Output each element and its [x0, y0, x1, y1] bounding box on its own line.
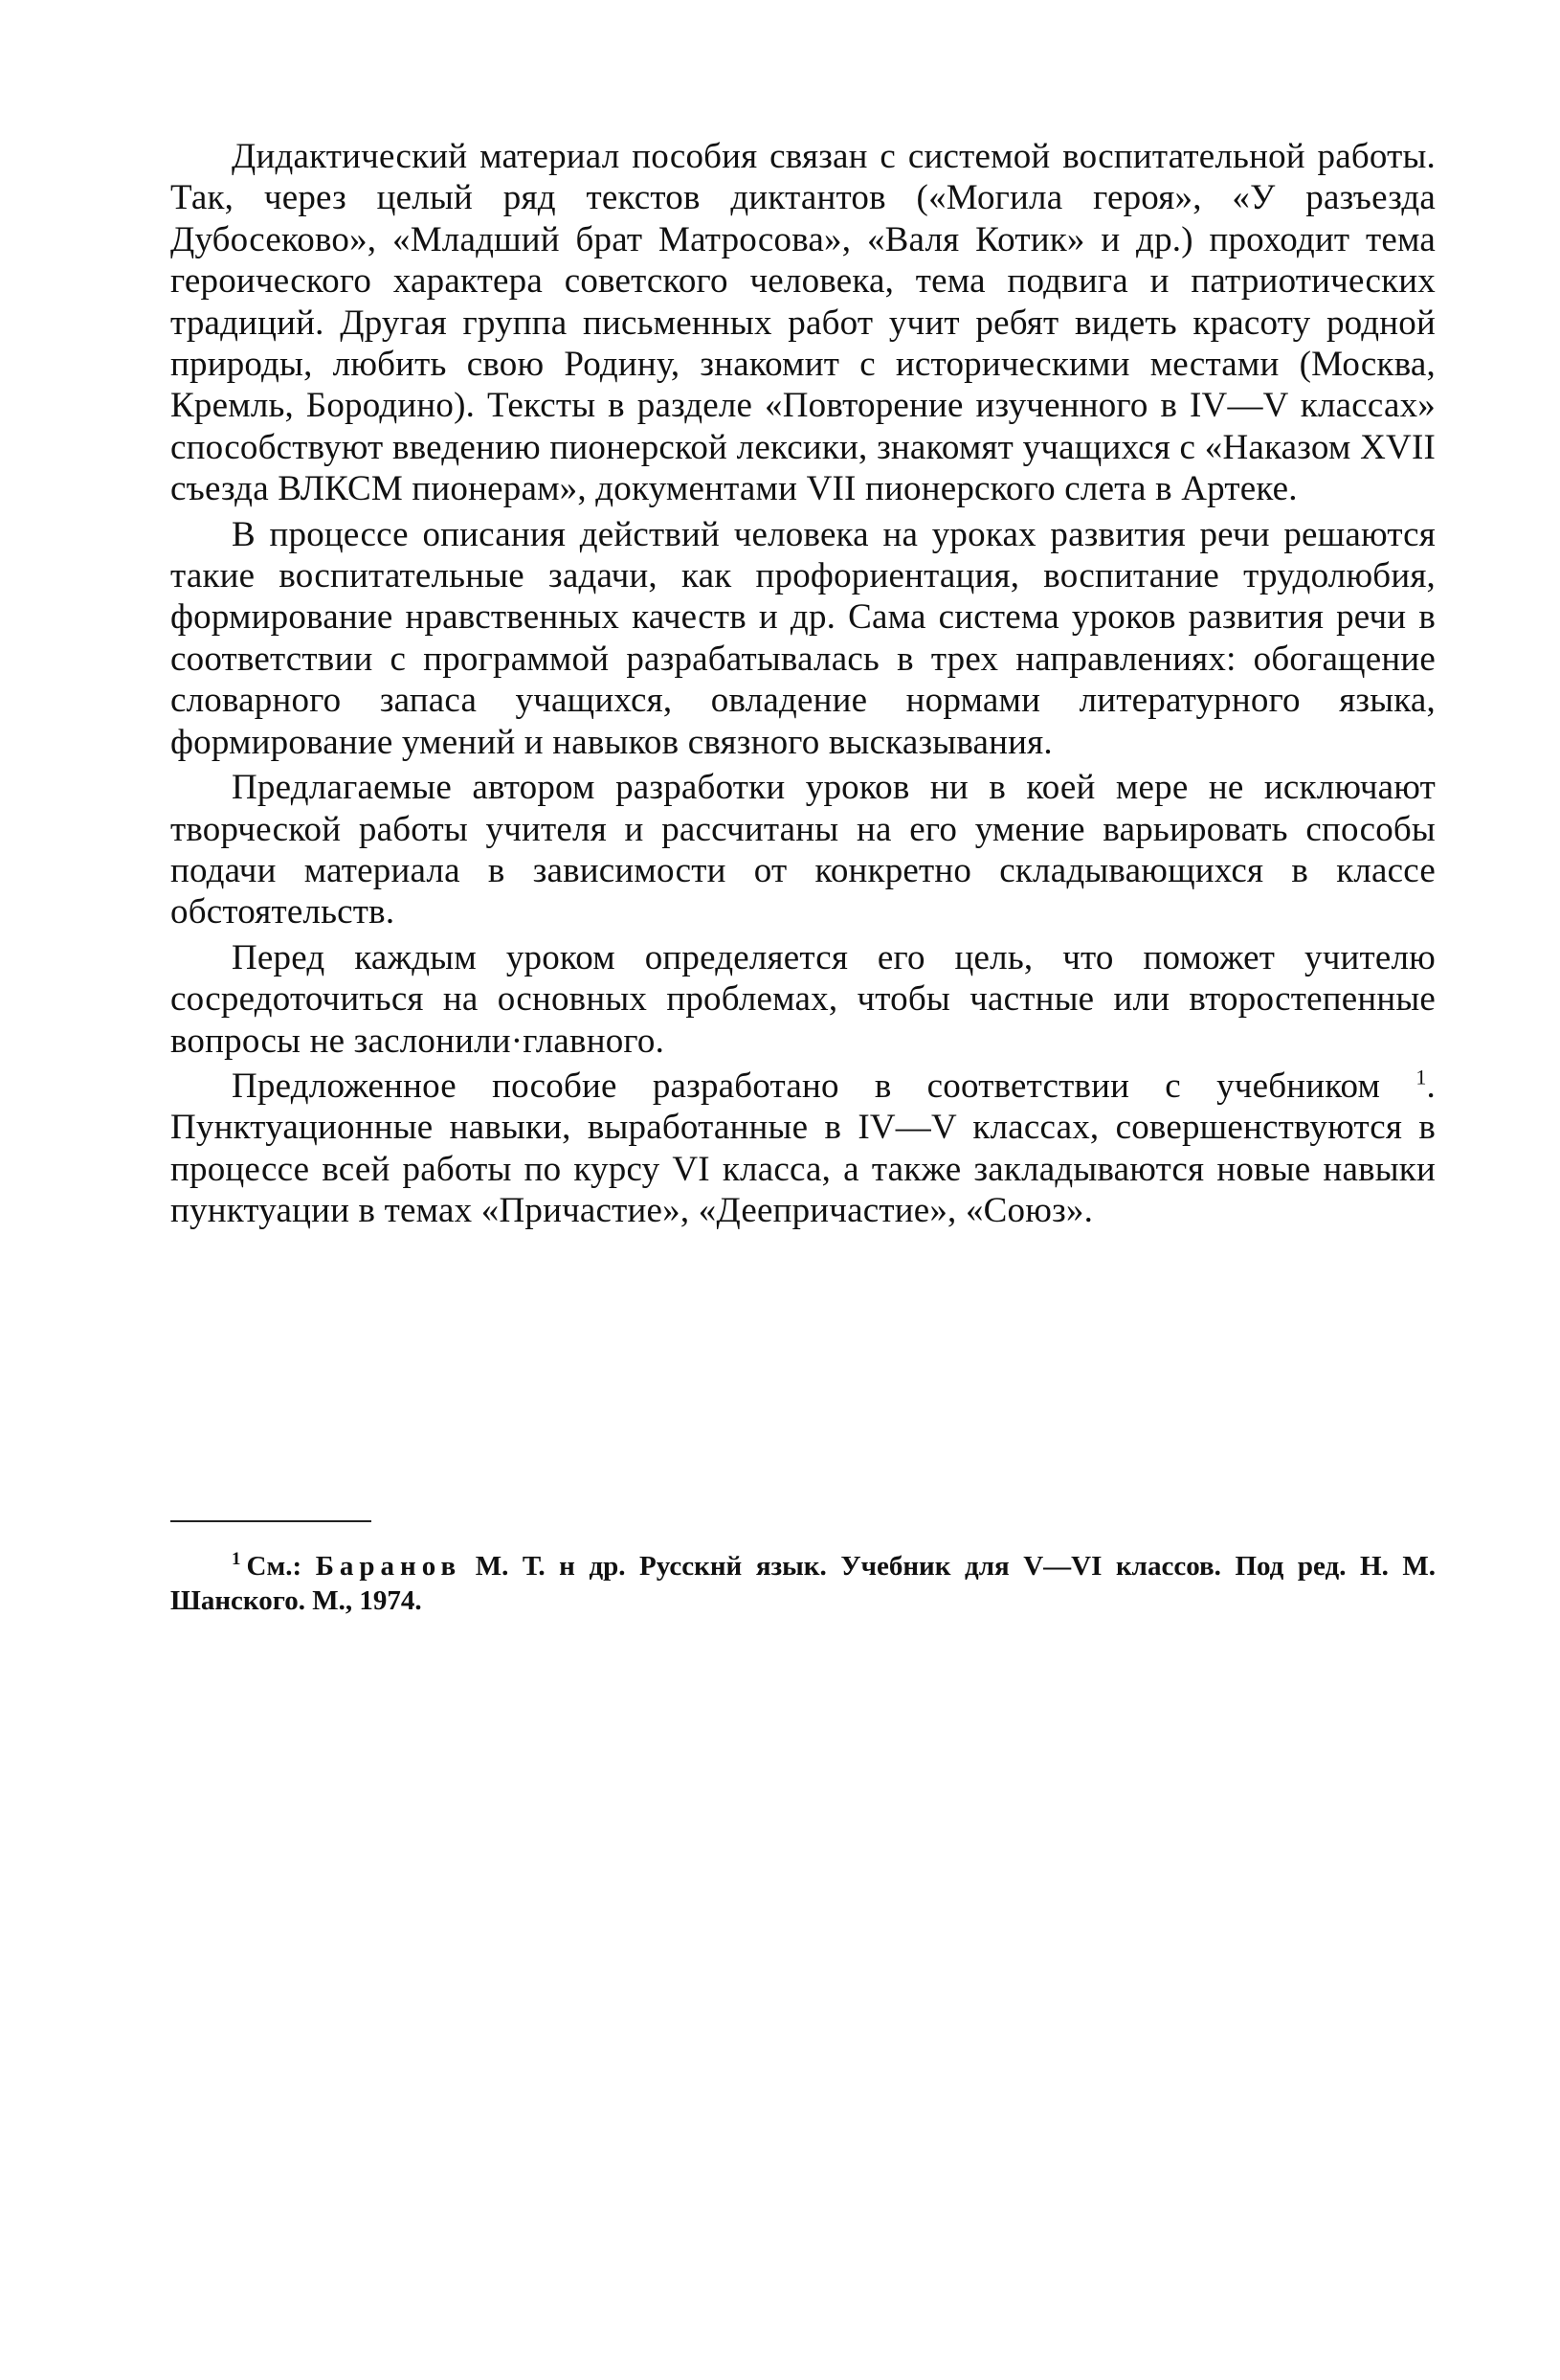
paragraph-3: Предлагаемые автором разработки уроков ни в коей мере не исключают творческой работы учителя и рассчитаны на его умение варьировать способы подачи материала в зависимости от конкретно складывающихся в классе обстоятельств.	[170, 768, 1436, 932]
footnote-divider	[170, 1520, 371, 1522]
main-text	[170, 136, 1436, 1232]
paragraph-5-text-start: Предложенное пособие разработано в соответствии с учебником	[232, 1066, 1381, 1106]
footnote-citation: М. Т. н др. Русскнй язык. Учебник для V—VI классов. Под ред. Н. М. Шанского. М., 1974.	[170, 1551, 1437, 1616]
paragraph-1: Дидактический материал пособия связан с системой воспитательной работы. Так, через целый ряд текстов диктантов («Могила героя», «У разъезда Дубосеково», «Младший брат Матросова», «Валя Котик» и др.) проходит тема героического характера советского человека, тема подвига и патриотических традиций. Другая группа письменных работ учит ребят видеть красоту родной природы, любить свою Родину, знакомит с историческими местами (Москва, Кремль, Бородино). Тексты в разделе «Повторение изученного в IV—V классах» способствуют введению пионерской лексики, знакомят учащихся с «Наказом XVII съезда ВЛКСМ пионерам», документами VII пионерского слета в Артеке.	[170, 137, 1436, 509]
footnote-author: Баранов	[315, 1551, 462, 1582]
paragraph-2: В процессе описания действий человека на уроках развития речи решаются такие воспитательные задачи, как профориентация, воспитание трудолюбия, формирование нравственных качеств и др. Сама система уроков развития речи в соответствии с программой разрабатывалась в трех направлениях: обогащение словарного запаса учащихся, овладение нормами литературного языка, формирование умений и навыков связного высказывания.	[170, 514, 1436, 762]
paragraph-5-text-end: . Пунктуационные навыки, выработанные в IV—V классах, совершенствуются в процессе всей работы по курсу VI класса, а также закладываются новые навыки пунктуации в темах «Причастие», «Деепричастие», «Союз».	[170, 1066, 1436, 1231]
paragraph-5	[170, 1066, 1436, 1232]
paragraph-4: Перед каждым уроком определяется его цель, что поможет учителю сосредоточиться на основных проблемах, чтобы частные или второстепенные вопросы не заслонили·главного.	[170, 937, 1436, 1061]
footnote-reference: 1	[1415, 1065, 1427, 1089]
footnote	[170, 1549, 1436, 1618]
footnote-prefix: См.:	[246, 1551, 302, 1582]
footnote-mark: 1	[232, 1549, 241, 1570]
